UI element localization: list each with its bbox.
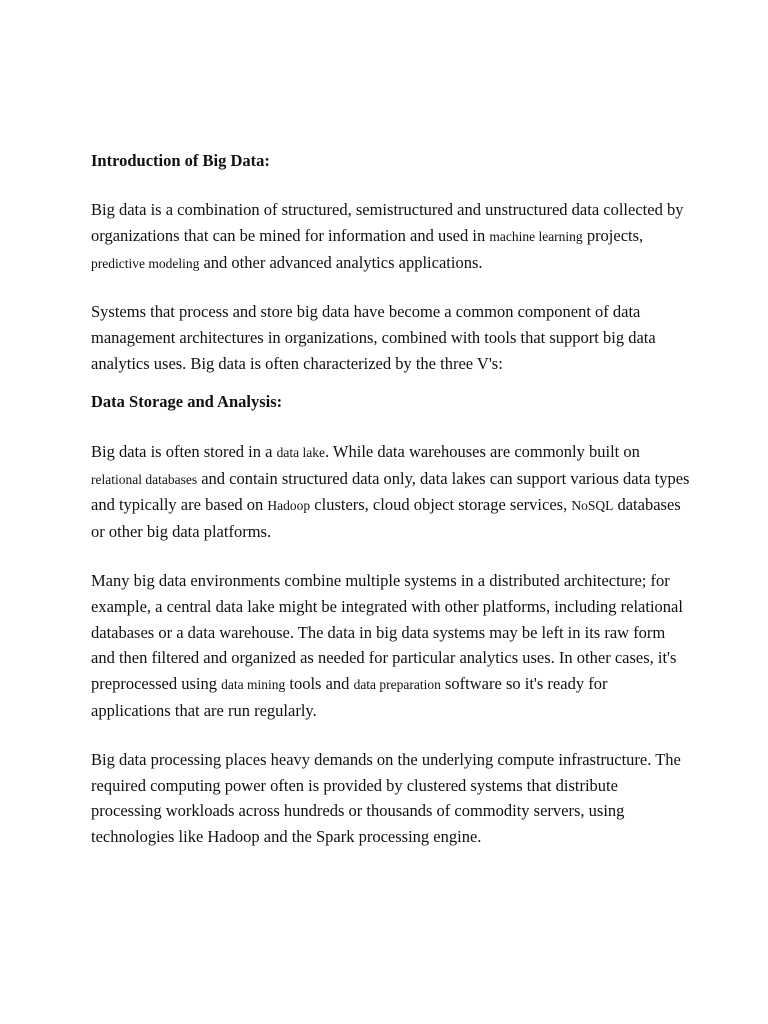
paragraph-environments — [91, 568, 691, 724]
link-data-mining[interactable]: data mining — [221, 677, 286, 693]
text-run: . While data warehouses are commonly built on — [324, 441, 640, 461]
link-data-preparation[interactable]: data preparation — [353, 677, 441, 693]
link-data-lake[interactable]: data lake — [276, 444, 325, 460]
text-run: clusters, cloud object storage services, — [310, 495, 572, 515]
text-run: and other advanced analytics applications. — [199, 252, 483, 272]
paragraph-definition — [91, 197, 691, 276]
text-run: and contain structured data only, data lakes can support various data types and typically are based on — [91, 468, 690, 515]
text-run: databases or other big data platforms. — [91, 495, 681, 542]
link-machine-learning[interactable]: machine learning — [489, 228, 583, 244]
section-heading-storage: Data Storage and Analysis: — [91, 391, 283, 411]
text-run: Big data is a combination of structured, semistructured and unstructured data collected by organizations that can be mined for information and used in — [91, 200, 684, 245]
section-heading-introduction: Introduction of Big Data: — [91, 151, 270, 170]
paragraph-storage — [91, 439, 691, 545]
text-run: projects, — [582, 225, 644, 245]
text-run: Many big data environments combine multiple systems in a distributed architecture; for example, a central data lake might be integrated with other platforms, including relational databases or a data warehouse. The data in big data systems may be left in its raw form and then filtered and organized as needed for particular analytics uses. In other cases, it's preprocessed using — [91, 570, 683, 694]
link-relational-databases[interactable]: relational databases — [91, 471, 198, 487]
text-run: Big data is often stored in a — [91, 441, 277, 461]
document-body — [91, 148, 691, 850]
link-nosql[interactable]: NoSQL — [571, 498, 614, 514]
link-hadoop[interactable]: Hadoop — [267, 498, 311, 514]
link-predictive-modeling[interactable]: predictive modeling — [91, 255, 200, 271]
paragraph-systems: Systems that process and store big data have become a common component of data management architectures in organizations, combined with tools that support big data analytics uses. Big data is often characterized by the three V's: — [91, 302, 656, 373]
text-run: software so it's ready for applications that are run regularly. — [91, 674, 608, 720]
text-run: tools and — [285, 674, 354, 694]
paragraph-processing: Big data processing places heavy demands on the underlying compute infrastructure. The required computing power often is provided by clustered systems that distribute processing workloads across hundreds or thousands of commodity servers, using technologies like Hadoop and the Spark processing engine. — [91, 749, 681, 847]
